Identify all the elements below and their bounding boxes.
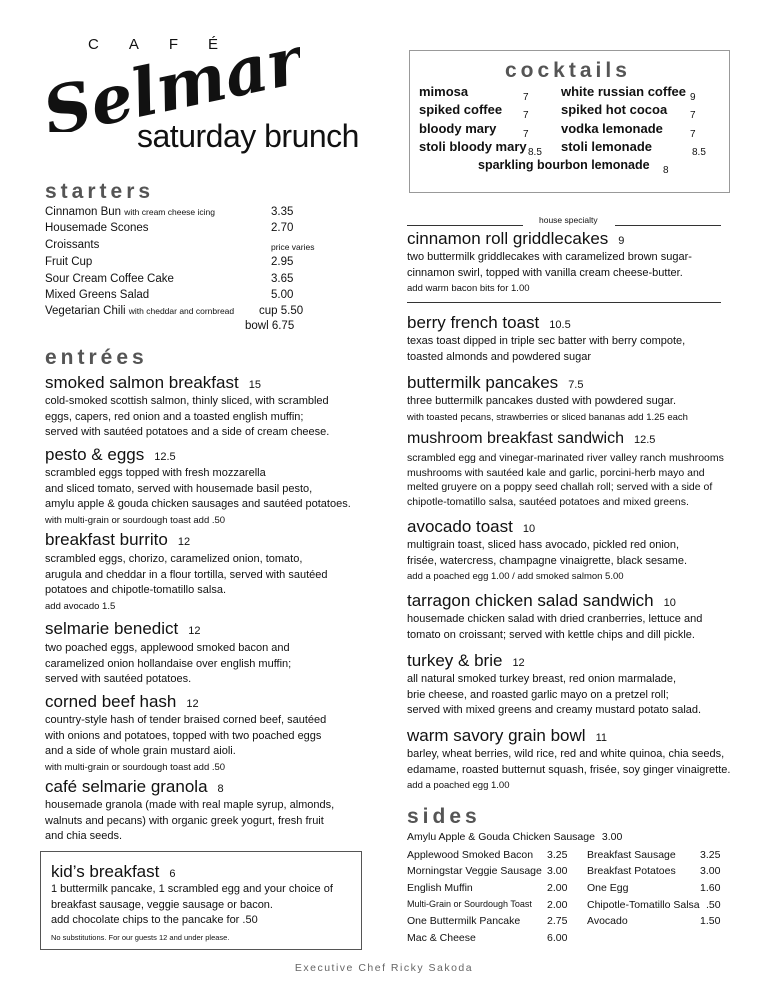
cafe-label: CAFÉ [88, 36, 249, 53]
side-item: One Egg [587, 882, 629, 894]
side-item: English Muffin [407, 882, 473, 894]
entree-title: selmarie benedict 12 [45, 619, 201, 638]
entree-title: smoked salmon breakfast 15 [45, 373, 261, 392]
cocktail-item: white russian coffee [561, 84, 686, 99]
cocktail-item: stoli lemonade [561, 139, 653, 154]
cocktails-box [409, 50, 730, 193]
entree-title: corned beef hash 12 [45, 692, 199, 711]
side-item: Avocado [587, 915, 628, 927]
starter-price: 2.95 [271, 256, 294, 268]
house-specialty-label: house specialty [539, 215, 598, 225]
side-price: 3.00 [547, 865, 568, 877]
starter-price-bowl: bowl 6.75 [245, 320, 295, 332]
kids-desc: 1 buttermilk pancake, 1 scrambled egg and your choice of breakfast sausage, veggie sausage or bacon. add chocolate chips to the pancake for .50 [51, 883, 333, 926]
starter-item: Vegetarian Chili with cheddar and cornbread [45, 305, 235, 317]
cocktails-heading: cocktails [505, 59, 631, 82]
entree-title: warm savory grain bowl 11 [407, 726, 607, 745]
side-price: 6.00 [547, 932, 568, 944]
starter-item: Housemade Scones [45, 222, 149, 234]
entree-desc: texas toast dipped in triple sec batter with berry compote, toasted almonds and powdered sugar [407, 335, 686, 363]
cocktail-price: 7 [690, 129, 696, 140]
specialty-desc: two buttermilk griddlecakes with caramelized brown sugar- cinnamon swirl, topped with vanilla cream cheese-butter. add warm bacon bits for 1.00 [407, 251, 692, 294]
side-item: One Buttermilk Pancake [407, 915, 521, 927]
starter-item: Mixed Greens Salad [45, 289, 150, 301]
entree-title: mushroom breakfast sandwich 12.5 [407, 430, 656, 447]
starter-price: price varies [271, 242, 315, 252]
entree-desc: housemade granola (made with real maple syrup, almonds, walnuts and pecans) with organic greek yogurt, fresh fruit and chia seeds. [45, 799, 335, 842]
cocktail-price: 8 [663, 165, 669, 176]
entree-desc: country-style hash of tender braised corned beef, sautéed with onions and potatoes, topped with two poached eggs and a side of whole grain mustard aioli. with multi-grain or sourdough toast add .50 [45, 714, 327, 773]
side-price: 1.50 [700, 915, 721, 927]
side-price: 3.25 [700, 849, 721, 861]
brand-name: Selmarie [40, 40, 300, 132]
starter-item: Cinnamon Bun with cream cheese icing [45, 206, 215, 218]
specialty-title: cinnamon roll griddlecakes 9 [407, 229, 625, 248]
cocktail-price: 7 [690, 110, 696, 121]
starter-price: 3.35 [271, 206, 294, 218]
side-item: Breakfast Sausage [587, 849, 676, 861]
entree-title: berry french toast 10.5 [407, 313, 571, 332]
starter-price: 5.00 [271, 289, 294, 301]
cocktail-item: stoli bloody mary [419, 139, 527, 154]
entree-title: tarragon chicken salad sandwich 10 [407, 591, 676, 610]
cocktail-price: 7 [523, 92, 529, 103]
side-item: Amylu Apple & Gouda Chicken Sausage 3.00 [407, 831, 623, 843]
side-price: 3.00 [700, 865, 721, 877]
starter-item: Fruit Cup [45, 256, 93, 268]
entree-title: buttermilk pancakes 7.5 [407, 373, 584, 392]
entree-title: pesto & eggs 12.5 [45, 445, 176, 464]
side-price: 2.00 [547, 899, 568, 911]
kids-box [40, 851, 362, 950]
entree-desc: scrambled eggs topped with fresh mozzarella and sliced tomato, served with housemade basil pesto, amylu apple & gouda chicken sausages and sautéed potatoes. with multi-grain or sourdough toast add .50 [45, 467, 351, 526]
cocktail-item: spiked hot cocoa [561, 102, 668, 117]
side-item: Mac & Cheese [407, 932, 476, 944]
starter-price: 3.65 [271, 273, 294, 285]
entrees-heading: entrées [45, 346, 148, 369]
kids-note: No substitutions. For our guests 12 and under please. [51, 933, 230, 942]
cocktail-price: 8.5 [528, 147, 542, 158]
sides-heading: sides [407, 805, 481, 828]
cocktail-price: 7 [523, 110, 529, 121]
starter-price: 2.70 [271, 222, 294, 234]
side-item: Applewood Smoked Bacon [407, 849, 534, 861]
side-item: Chipotle-Tomatillo Salsa [587, 899, 700, 911]
starters-heading: starters [45, 180, 155, 203]
side-price: .50 [706, 899, 721, 911]
entree-desc: multigrain toast, sliced hass avocado, pickled red onion, frisée, watercress, champagne vinaigrette, black sesame. add a poached egg 1.00 / add smoked salmon 5.00 [407, 539, 688, 582]
cocktail-item: spiked coffee [419, 102, 503, 117]
side-price: 2.00 [547, 882, 568, 894]
entree-title: café selmarie granola 8 [45, 777, 224, 796]
cocktail-item: sparkling bourbon lemonade [478, 158, 650, 172]
side-item: Morningstar Veggie Sausage [407, 865, 542, 877]
entree-title: breakfast burrito 12 [45, 530, 191, 549]
cocktail-item: mimosa [419, 84, 469, 99]
side-price: 2.75 [547, 915, 568, 927]
entree-desc: cold-smoked scottish salmon, thinly sliced, with scrambled eggs, capers, red onion and a toasted english muffin; served with sautéed potatoes and a side of cream cheese. [45, 395, 330, 438]
footer-chef: Executive Chef Ricky Sakoda [294, 962, 474, 974]
page-title: saturday brunch [137, 118, 359, 154]
side-item: Multi-Grain or Sourdough Toast [407, 899, 532, 909]
entree-desc: scrambled egg and vinegar-marinated river valley ranch mushrooms mushrooms with sautéed kale and garlic, porcini-herb mayo and melted gruyere on a poppy seed challah roll; served with a side of chipotle-tomatillo salsa, sautéed potatoes and mixed greens. [407, 452, 724, 508]
cocktail-item: vodka lemonade [561, 121, 663, 136]
entree-desc: housemade chicken salad with dried cranberries, lettuce and tomato on croissant; served with kettle chips and dill pickle. [407, 613, 703, 641]
entree-desc: three buttermilk pancakes dusted with powdered sugar. with toasted pecans, strawberries or sliced bananas add 1.25 each [407, 395, 688, 423]
entree-title: turkey & brie 12 [407, 651, 525, 670]
entree-desc: all natural smoked turkey breast, red onion marmalade, brie cheese, and roasted garlic mayo on a pretzel roll; served with mixed greens and creamy mustard potato salad. [407, 673, 702, 716]
starter-item: Sour Cream Coffee Cake [45, 273, 174, 285]
cocktail-price: 7 [523, 129, 529, 140]
kids-title: kid’s breakfast 6 [51, 862, 176, 881]
entree-desc: barley, wheat berries, wild rice, red and white quinoa, chia seeds, edamame, roasted butternut squash, frisée, soy ginger vinaigrette. add a poached egg 1.00 [407, 748, 731, 791]
entree-title: avocado toast 10 [407, 517, 536, 536]
side-price: 3.25 [547, 849, 568, 861]
side-item: Breakfast Potatoes [587, 865, 676, 877]
entree-desc: scrambled eggs, chorizo, caramelized onion, tomato, arugula and cheddar in a flour tortilla, served with sautéed potatoes and chipotle-tomatillo salsa. add avocado 1.5 [45, 553, 328, 612]
cocktail-price: 8.5 [692, 147, 706, 158]
starter-price: cup 5.50 [259, 305, 304, 317]
cocktail-price: 9 [690, 92, 696, 103]
cocktail-item: bloody mary [419, 121, 497, 136]
starter-item: Croissants [45, 239, 100, 251]
side-price: 1.60 [700, 882, 721, 894]
entree-desc: two poached eggs, applewood smoked bacon and caramelized onion hollandaise over english muffin; served with sautéed potatoes. [45, 642, 292, 685]
